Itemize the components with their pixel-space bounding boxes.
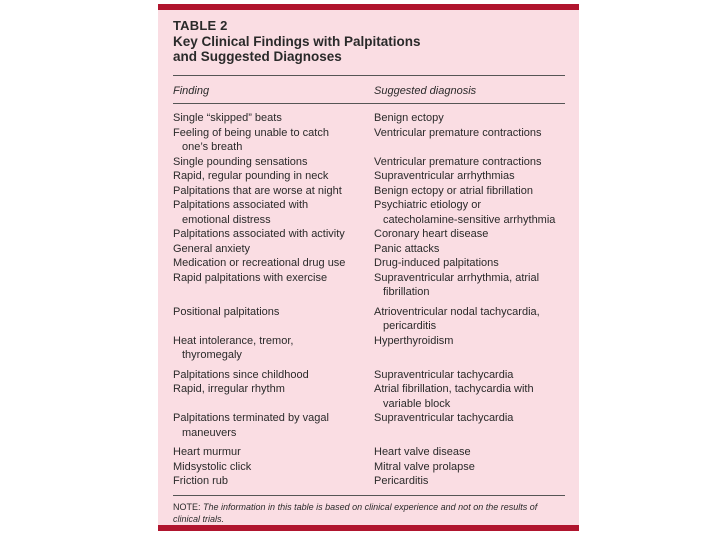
finding-text: Midsystolic click xyxy=(173,460,252,473)
diagnosis-text: variable block xyxy=(383,397,451,410)
table-row xyxy=(173,460,565,475)
diagnosis-text: fibrillation xyxy=(383,286,430,298)
diagnosis-text: Coronary heart disease xyxy=(374,228,489,240)
table-row xyxy=(173,474,565,489)
diagnosis-cell xyxy=(374,411,565,440)
finding-text: Single pounding sensations xyxy=(173,155,308,168)
diagnosis-cell xyxy=(374,382,565,411)
table-note xyxy=(173,501,565,525)
diagnosis-cell xyxy=(374,111,565,126)
table-title xyxy=(173,34,565,64)
diagnosis-text: Pericarditis xyxy=(374,475,429,487)
table-row xyxy=(173,242,565,257)
diagnosis-text: Supraventricular arrhythmia, atrial xyxy=(374,271,540,284)
table-row xyxy=(173,111,565,126)
header-rule xyxy=(173,103,565,104)
diagnosis-cell xyxy=(374,198,565,227)
finding-text: Palpitations since childhood xyxy=(173,368,309,381)
finding-text: Rapid, irregular rhythm xyxy=(173,383,285,395)
table-label: TABLE 2 xyxy=(173,18,228,33)
finding-cell xyxy=(173,169,374,184)
finding-cell xyxy=(173,271,374,300)
finding-text: General anxiety xyxy=(173,242,251,255)
diagnosis-text: Benign ectopy xyxy=(374,112,444,124)
note-label: NOTE: xyxy=(173,501,201,512)
diagnosis-cell xyxy=(374,271,565,300)
finding-text: Friction rub xyxy=(173,475,229,487)
diagnosis-text: Benign ectopy or atrial fibrillation xyxy=(374,184,533,197)
table-row xyxy=(173,169,565,184)
table-row xyxy=(173,382,565,411)
finding-cell xyxy=(173,474,374,489)
note-text: The information in this table is based on clinical experience and not on the results of clinical trials. xyxy=(173,501,538,524)
diagnosis-cell xyxy=(374,445,565,460)
finding-cell xyxy=(173,305,374,334)
diagnosis-cell xyxy=(374,227,565,242)
finding-text: Heart murmur xyxy=(173,446,241,458)
diagnosis-text: Mitral valve prolapse xyxy=(374,460,475,473)
table-row xyxy=(173,305,565,334)
finding-text: Single “skipped” beats xyxy=(173,112,282,124)
table-row xyxy=(173,227,565,242)
table-row xyxy=(173,368,565,383)
finding-cell xyxy=(173,368,374,383)
table-header xyxy=(173,85,565,98)
diagnosis-cell xyxy=(374,334,565,363)
diagnosis-text: Drug-induced palpitations xyxy=(374,257,499,269)
finding-cell xyxy=(173,198,374,227)
finding-cell xyxy=(173,411,374,440)
finding-text: Rapid, regular pounding in neck xyxy=(173,170,329,182)
finding-text: Palpitations that are worse at night xyxy=(173,184,342,197)
table-row xyxy=(173,411,565,440)
table-row xyxy=(173,126,565,155)
diagnosis-text: Ventricular premature contractions xyxy=(374,155,542,168)
diagnosis-cell xyxy=(374,242,565,257)
diagnosis-text: Supraventricular tachycardia xyxy=(374,368,514,381)
finding-cell xyxy=(173,445,374,460)
table-title-line2: and Suggested Diagnoses xyxy=(173,49,342,64)
diagnosis-cell xyxy=(374,474,565,489)
diagnosis-text: Heart valve disease xyxy=(374,446,471,458)
finding-text: Heat intolerance, tremor, xyxy=(173,334,294,347)
table-row xyxy=(173,198,565,227)
finding-text: one’s breath xyxy=(182,141,243,153)
table-card xyxy=(158,4,579,531)
finding-cell xyxy=(173,111,374,126)
table-row xyxy=(173,184,565,199)
diagnosis-cell xyxy=(374,368,565,383)
finding-cell xyxy=(173,184,374,199)
finding-text: thyromegaly xyxy=(182,349,242,361)
finding-text: Medication or recreational drug use xyxy=(173,257,346,269)
diagnosis-cell xyxy=(374,460,565,475)
diagnosis-text: Ventricular premature contractions xyxy=(374,126,542,139)
diagnosis-text: Supraventricular tachycardia xyxy=(374,412,514,424)
finding-cell xyxy=(173,256,374,271)
finding-text: Feeling of being unable to catch xyxy=(173,126,329,139)
table-body xyxy=(173,111,565,489)
table-title-line1: Key Clinical Findings with Palpitations xyxy=(173,34,421,49)
diagnosis-cell xyxy=(374,184,565,199)
table-row xyxy=(173,155,565,170)
diagnosis-cell xyxy=(374,126,565,155)
header-diagnosis: Suggested diagnosis xyxy=(374,85,477,97)
finding-cell xyxy=(173,382,374,411)
finding-cell xyxy=(173,242,374,257)
finding-cell xyxy=(173,126,374,155)
finding-text: Palpitations terminated by vagal xyxy=(173,412,329,424)
diagnosis-text: pericarditis xyxy=(383,320,437,332)
header-finding: Finding xyxy=(173,85,210,97)
diagnosis-cell xyxy=(374,256,565,271)
diagnosis-text: Atrial fibrillation, tachycardia with xyxy=(374,383,534,395)
diagnosis-cell xyxy=(374,155,565,170)
finding-text: Palpitations associated with activity xyxy=(173,228,345,240)
finding-cell xyxy=(173,155,374,170)
table-row xyxy=(173,445,565,460)
diagnosis-text: Supraventricular arrhythmias xyxy=(374,170,515,182)
finding-cell xyxy=(173,227,374,242)
finding-cell xyxy=(173,334,374,363)
diagnosis-text: catecholamine-sensitive arrhythmia xyxy=(383,213,556,226)
finding-text: Rapid palpitations with exercise xyxy=(173,271,328,284)
table-row xyxy=(173,271,565,300)
finding-text: Positional palpitations xyxy=(173,305,280,318)
top-rule xyxy=(173,75,565,76)
finding-text: Palpitations associated with xyxy=(173,199,309,211)
diagnosis-cell xyxy=(374,169,565,184)
diagnosis-text: Panic attacks xyxy=(374,242,440,255)
table-row xyxy=(173,334,565,363)
diagnosis-text: Atrioventricular nodal tachycardia, xyxy=(374,305,540,318)
bottom-rule xyxy=(173,495,565,496)
table-row xyxy=(173,256,565,271)
diagnosis-text: Psychiatric etiology or xyxy=(374,199,481,211)
finding-text: maneuvers xyxy=(182,426,237,439)
diagnosis-cell xyxy=(374,305,565,334)
finding-text: emotional distress xyxy=(182,213,271,226)
diagnosis-text: Hyperthyroidism xyxy=(374,334,454,347)
finding-cell xyxy=(173,460,374,475)
